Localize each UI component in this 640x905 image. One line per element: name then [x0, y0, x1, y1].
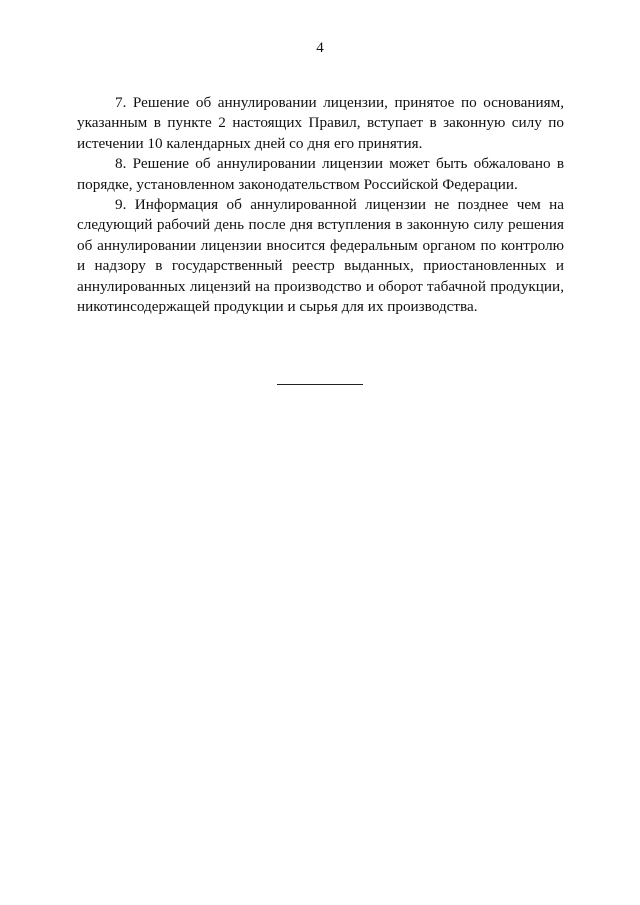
page-number: 4 [316, 40, 324, 56]
paragraph-7: 7. Решение об аннулировании лицензии, принятое по основаниям, указанным в пункте 2 настоящих Правил, вступает в законную силу по истечении 10 календарных дней со дня его принятия. [77, 94, 564, 152]
end-of-document-divider [277, 384, 363, 385]
paragraph-9: 9. Информация об аннулированной лицензии не позднее чем на следующий рабочий день после дня вступления в законную силу решения об аннулировании лицензии вносится федеральным органом по контролю и надзору в государственный реестр выданных, приостановленных и аннулированных лицензий на производство и оборот табачной продукции, никотинсодержащей продукции и сырья для их производства. [77, 196, 564, 316]
paragraph-8: 8. Решение об аннулировании лицензии может быть обжаловано в порядке, установленном законодательством Российской Федерации. [77, 155, 564, 193]
document-body [77, 93, 564, 317]
